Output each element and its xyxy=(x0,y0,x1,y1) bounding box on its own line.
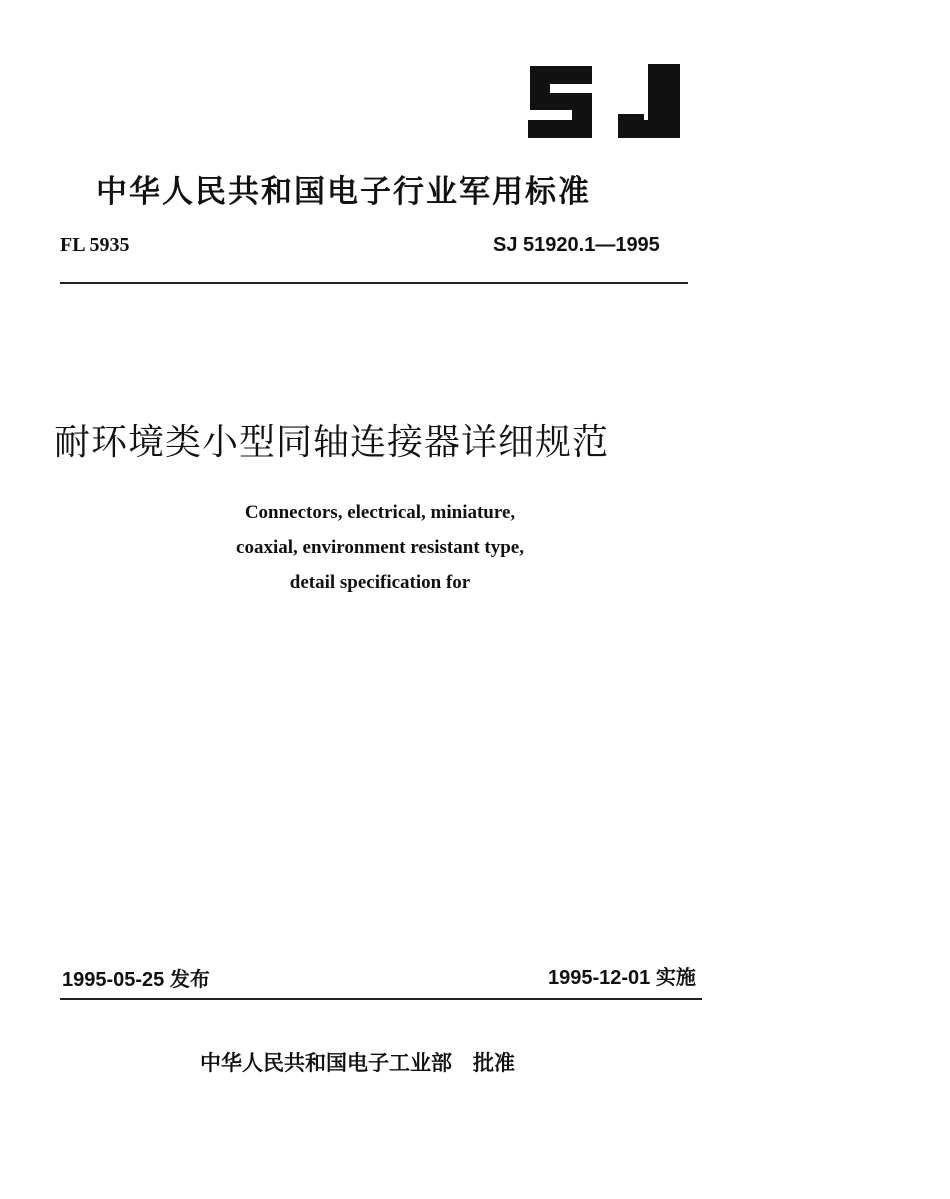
approving-authority: 中华人民共和国电子工业部 批准 xyxy=(200,1051,515,1075)
document-title-english-line: detail specification for xyxy=(289,572,471,593)
document-title-english-line: coaxial, environment resistant type, xyxy=(236,537,524,558)
organization-title: 中华人民共和国电子行业军用标准 xyxy=(96,174,591,210)
effective-date: 1995-12-01 实施 xyxy=(548,967,696,989)
header-divider xyxy=(60,282,688,284)
document-title-english-line: Connectors, electrical, miniature, xyxy=(244,502,516,523)
footer-divider xyxy=(60,998,702,1000)
document-title-chinese: 耐环境类小型同轴连接器详细规范 xyxy=(54,422,610,463)
issue-date: 1995-05-25 发布 xyxy=(62,969,210,991)
sj-logo xyxy=(522,58,686,144)
standard-number: SJ 51920.1—1995 xyxy=(493,234,660,256)
classification-code: FL 5935 xyxy=(60,234,130,256)
